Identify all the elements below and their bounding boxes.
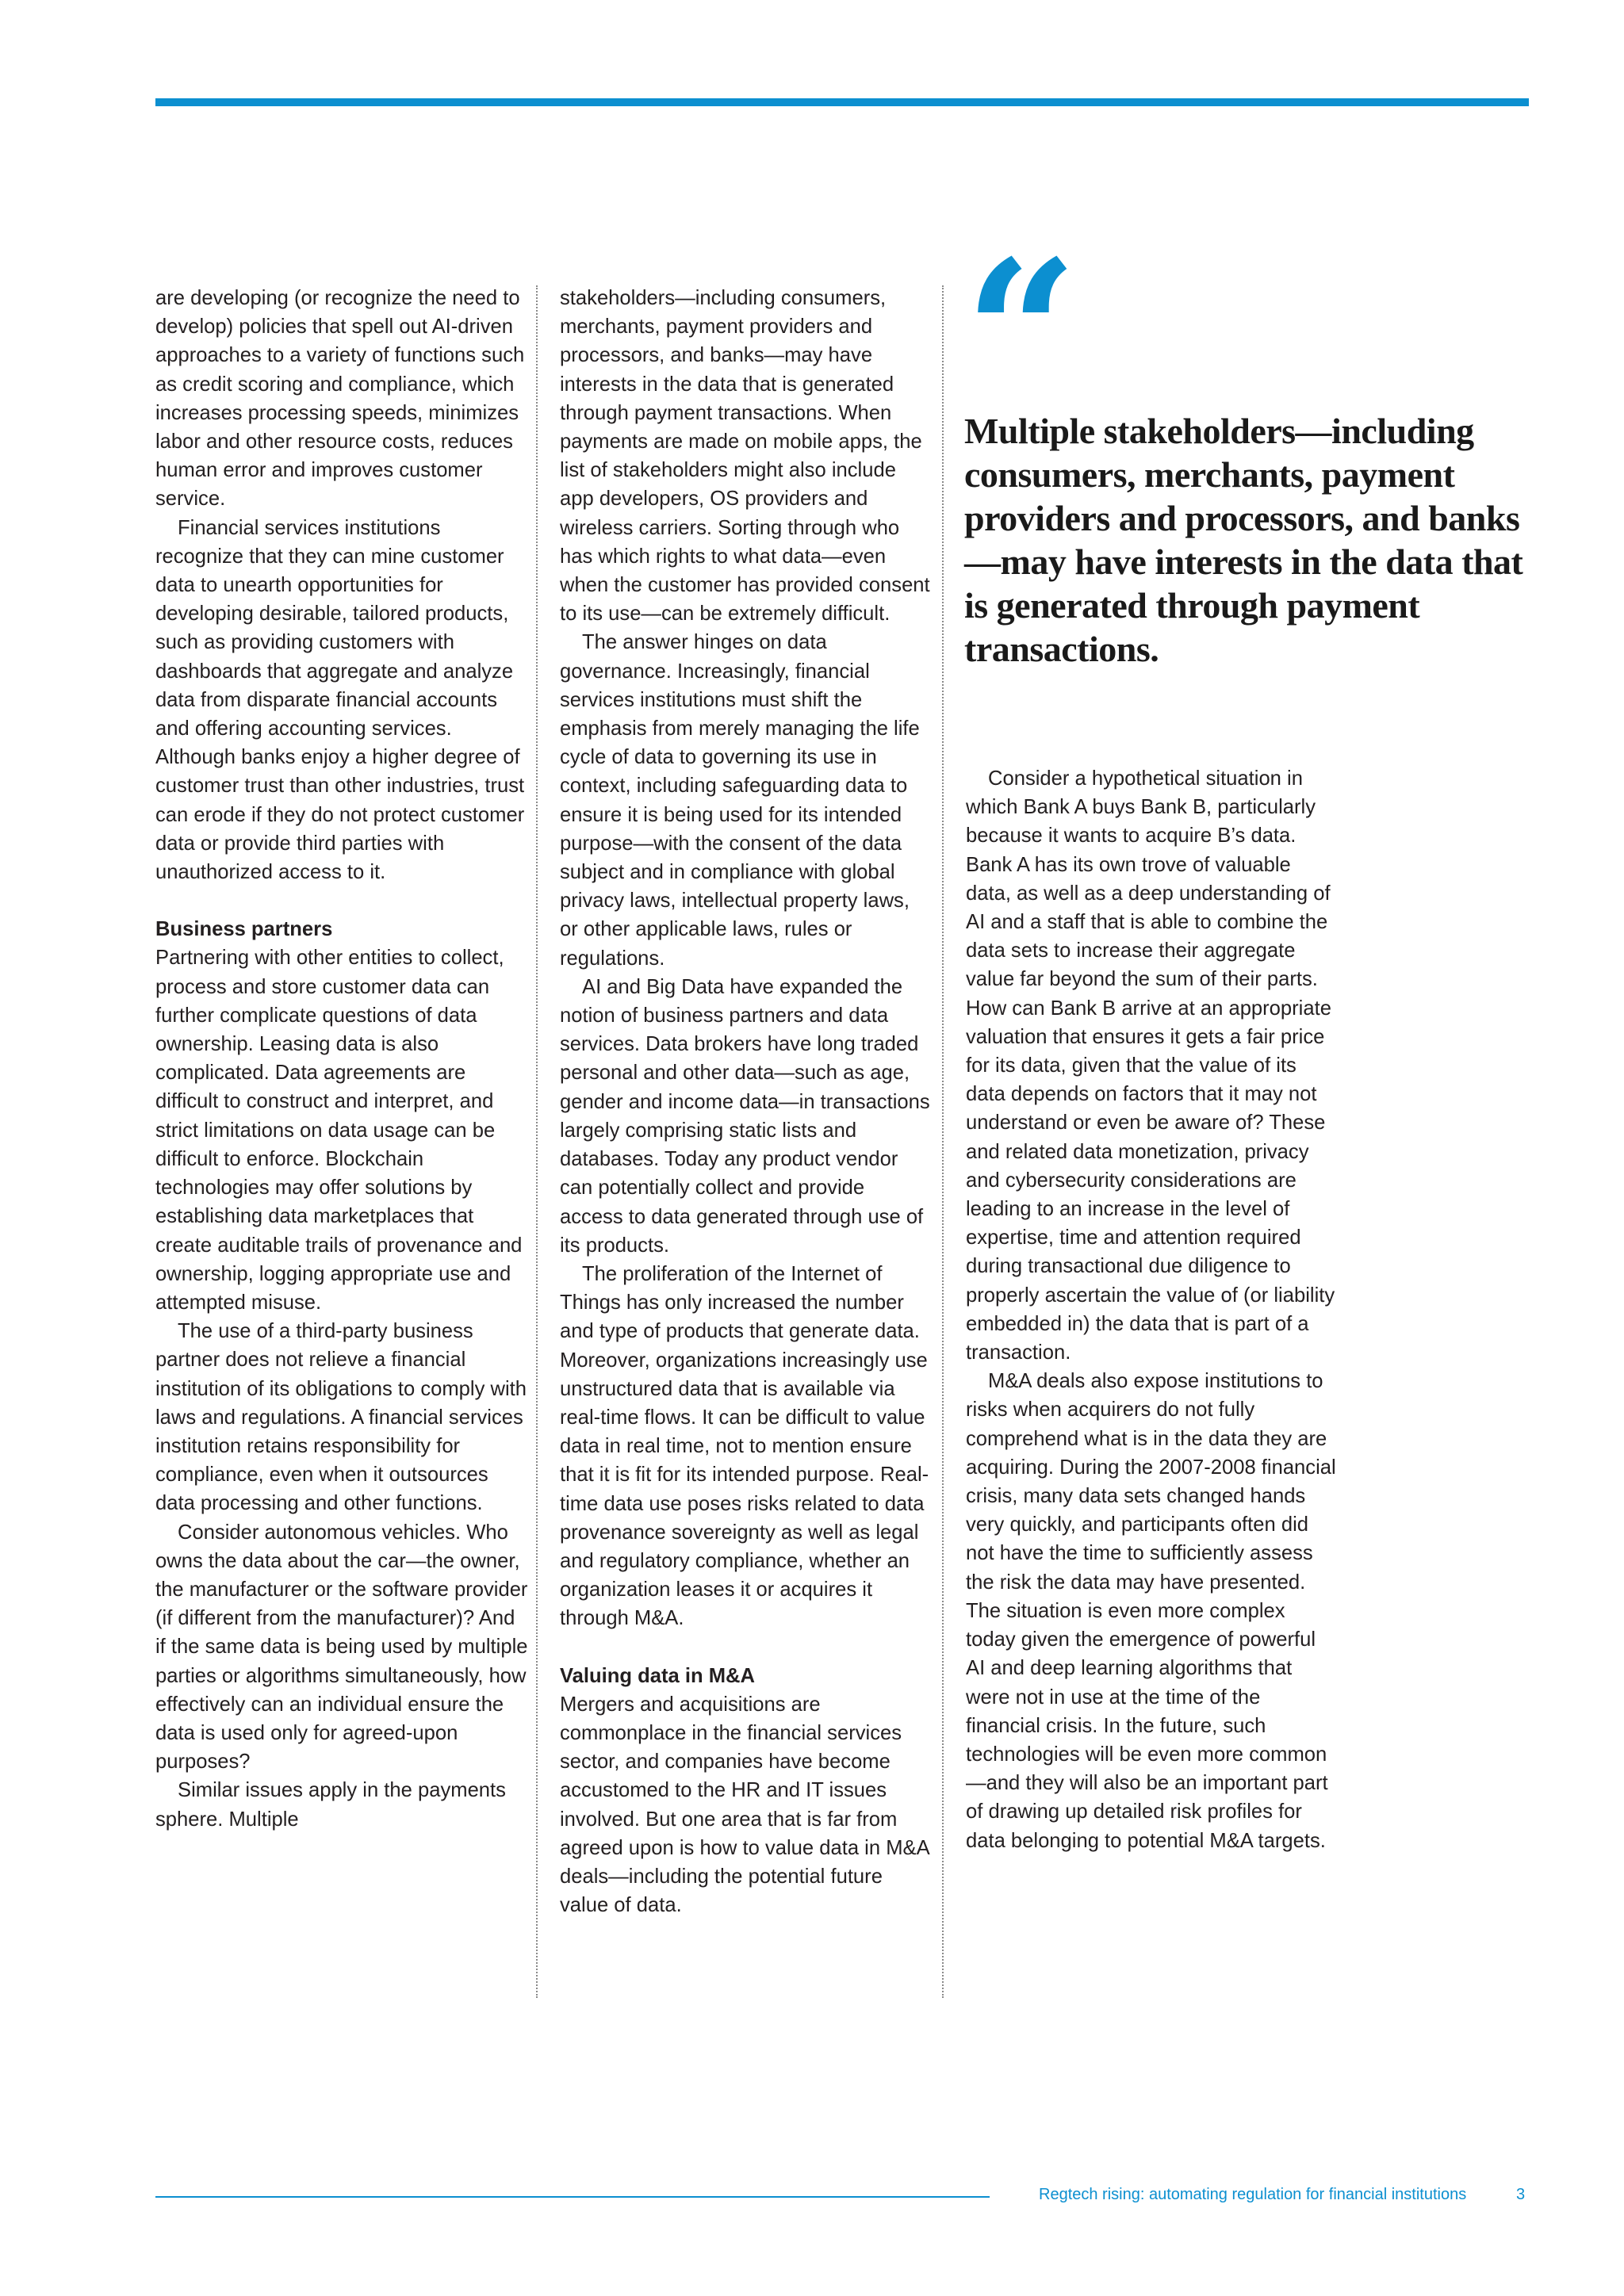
paragraph: Similar issues apply in the payments sphere. Multiple (155, 1779, 506, 1831)
paragraph: The proliferation of the Internet of Things has only increased the number and type of products that generate data. Moreover, organizations increasingly use unstructured data that is available via real-time flows. It can be difficult to value data in real time, not to mention ensure that it is fit for its intended purpose. Real-time data use poses risks related to data provenance sovereignty as well as legal and regulatory compliance, whether an organization leases it or acquires it through M&A. (560, 1262, 929, 1630)
paragraph: The use of a third-party business partner does not relieve a financial institution of its obligations to comply with laws and regulations. A financial services institution retains responsibility for compliance, even when it outsources data processing and other functions. (155, 1320, 527, 1515)
pull-quote: Multiple stakeholders—including consumers, merchants, payment providers and processors, and banks—may have interests in the data that is generated through payment transactions. (964, 411, 1523, 669)
paragraph: Consider autonomous vehicles. Who owns the data about the car—the owner, the manufacturer or the software provider (if different from the manufacturer)? And if the same data is being used by multiple parties or algorithms simultaneously, how effectively can an individual ensure the data is used only for agreed-upon purposes? (155, 1521, 528, 1774)
paragraph: M&A deals also expose institutions to risks when acquirers do not fully comprehend what is in the data they are acquiring. During the 2007-2008 financial crisis, many data sets changed hands very quickly, and participants often did not have the time to sufficiently assess the risk the data may have presented. The situation is even more complex today given the emergence of powerful AI and deep learning algorithms that were not in use at the time of the financial crisis. In the future, such technologies will be even more common—and they will also be an important part of drawing up detailed risk profiles for data belonging to potential M&A targets. (966, 1370, 1336, 1852)
column-2 (560, 284, 933, 1919)
section-heading-business-partners: Business partners (155, 918, 333, 941)
footer-rule (155, 2196, 990, 2198)
paragraph: stakeholders—including consumers, merchants, payment providers and processors, and banks—may have interests in the data that is generated through payment transactions. When payments are made on mobile apps, the list of stakeholders might also include app developers, OS providers and wireless carriers. Sorting through who has which rights to what data—even when the customer has provided consent to its use—can be extremely difficult. (560, 287, 930, 626)
paragraph: Partnering with other entities to collect, process and store customer data can further complicate questions of data ownership. Leasing data is also complicated. Data agreements are difficult to construct and interpret, and strict limitations on data usage can be difficult to enforce. Blockchain technologies may offer solutions by establishing data marketplaces that create auditable trails of provenance and ownership, logging appropriate use and attempted misuse. (155, 947, 523, 1314)
column-1 (155, 284, 528, 1834)
column-divider (942, 285, 944, 1998)
paragraph: Mergers and acquisitions are commonplace in the financial services sector, and companies have become accustomed to the HR and IT issues involved. But one area that is far from agreed upon is how to value data in M&A deals—including the potential future value of data. (560, 1693, 929, 1917)
section-heading-valuing-data: Valuing data in M&A (560, 1664, 756, 1687)
footer-title: Regtech rising: automating regulation for financial institutions (1039, 2186, 1467, 2203)
paragraph: AI and Big Data have expanded the notion of business partners and data services. Data brokers have long traded personal and other data—such as age, gender and income data—in transactions largely comprising static lists and databases. Today any product vendor can potentially collect and provide access to data generated through use of its products. (560, 975, 930, 1257)
paragraph: Financial services institutions recognize that they can mine customer data to unearth opportunities for developing desirable, tailored products, such as providing customers with dashboards that aggregate and analyze data from disparate financial accounts and offering accounting services. Although banks enjoy a higher degree of customer trust than other industries, trust can erode if they do not protect customer data or provide third parties with unauthorized access to it. (155, 516, 525, 884)
paragraph: are developing (or recognize the need to develop) policies that spell out AI-driven approaches to a variety of functions such as credit scoring and compliance, which increases processing speeds, minimizes labor and other resource costs, reduces human error and improves customer service. (155, 287, 525, 511)
top-rule (155, 98, 1529, 106)
paragraph: Consider a hypothetical situation in which Bank A buys Bank B, particularly because it wants to acquire B’s data. Bank A has its own trove of valuable data, as well as a deep understanding of AI and a staff that is able to combine the data sets to increase their aggregate value far beyond the sum of their parts. How can Bank B arrive at an appropriate valuation that ensures it gets a fair price for its data, given that the value of its data depends on factors that it may not understand or even be aware of? These and related data monetization, privacy and cybersecurity considerations are leading to an increase in the level of expertise, time and attention required during transactional due diligence to properly ascertain the value of (or liability embedded in) the data that is part of a transaction. (966, 767, 1335, 1364)
column-divider (536, 285, 538, 1998)
quote-mark-icon: “ (964, 216, 1078, 450)
column-3 (966, 764, 1339, 1855)
page-number: 3 (1516, 2186, 1526, 2203)
paragraph: The answer hinges on data governance. Increasingly, financial services institutions must shift the emphasis from merely managing the life cycle of data to governing its use in context, including safeguarding data to ensure it is being used for its intended purpose—with the consent of the data subject and in compliance with global privacy laws, intellectual property laws, or other applicable laws, rules or regulations. (560, 631, 920, 970)
